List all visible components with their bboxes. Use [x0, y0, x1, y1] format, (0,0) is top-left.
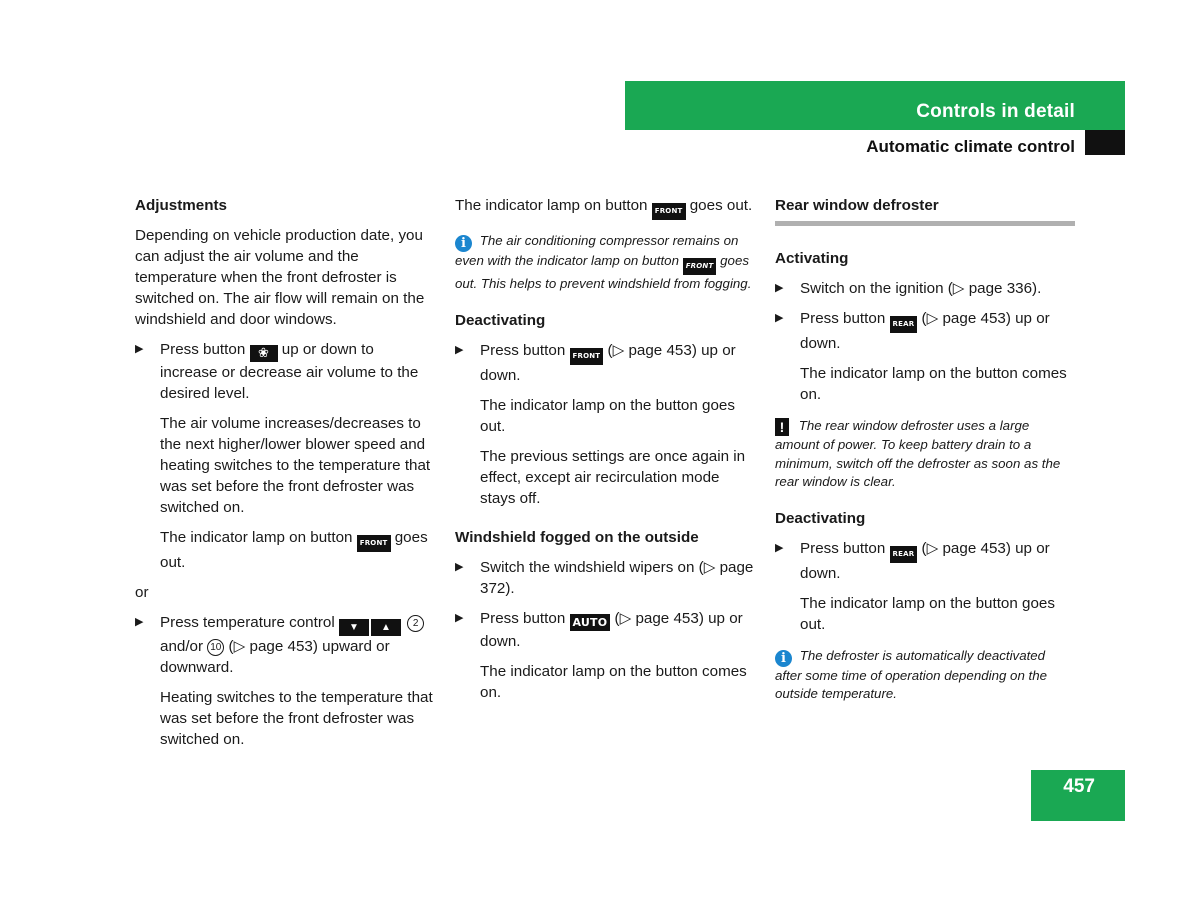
list-item: ▶ Press button REAR (▷ page 453) up or down.: [775, 539, 1050, 582]
info-icon: i: [455, 235, 472, 252]
warning-icon: !: [775, 418, 789, 436]
callout-number: 10: [207, 639, 224, 656]
bullet-arrow-icon: ▶: [775, 312, 784, 324]
list-item: ▶ Press temperature control ▼ ▲ 2 and/or 10 (▷ page 453) upward or downward.: [135, 612, 435, 678]
warning-note: ! The rear window defroster uses a large amount of power. To keep battery drain to a minimum, switch off the defroster as soon as the rear window is clear.: [775, 418, 1061, 490]
front-defroster-icon: FRONT: [683, 258, 717, 275]
section-rule: [775, 221, 1075, 226]
rear-defroster-icon: REAR: [890, 546, 918, 563]
list-item: ▶ Switch the windshield wipers on (▷ page 372).: [455, 558, 754, 597]
auto-button-icon: AUTO: [570, 614, 611, 631]
fan-button-icon: ❀: [250, 345, 278, 362]
bullet-arrow-icon: ▶: [135, 616, 144, 628]
subheader: [625, 130, 1085, 156]
info-note: i The defroster is automatically deactivated after some time of operation depending on the outside temperature.: [775, 647, 1048, 702]
bullet-arrow-icon: ▶: [775, 541, 784, 554]
info-note: i The air conditioning compressor remains on even with the indicator lamp on button FRONT goes out. This helps to prevent windshield from fogging.: [455, 233, 752, 291]
indicator-text: The indicator lamp on button FRONT goes out.: [455, 195, 755, 220]
list-item: ▶ Press button REAR (▷ page 453) up or down.: [775, 310, 1050, 352]
rear-defroster-heading: Rear window defroster: [775, 197, 939, 214]
indicator-text: The indicator lamp on the button goes out.: [480, 396, 735, 435]
or-text: or: [135, 584, 149, 601]
column-2: [455, 195, 755, 712]
windshield-fogged-heading: Windshield fogged on the outside: [455, 528, 699, 546]
header-marker: [1085, 130, 1125, 155]
indicator-text: The indicator lamp on the button comes on.: [800, 365, 1067, 403]
up-arrow-icon: ▲: [371, 619, 401, 636]
rear-defroster-icon: REAR: [890, 316, 918, 333]
adjustments-heading: Adjustments: [135, 197, 227, 214]
bullet-arrow-icon: ▶: [455, 611, 464, 624]
list-item: ▶ Press button AUTO (▷ page 453) up or down.: [455, 609, 743, 650]
heating-text: Heating switches to the temperature that was set before the front defroster was switched on.: [160, 689, 433, 748]
bullet-arrow-icon: ▶: [455, 560, 464, 573]
deactivating-heading: Deactivating: [455, 311, 546, 329]
info-icon: i: [775, 650, 792, 667]
temperature-control-icon: [339, 615, 403, 636]
list-item: ▶ Press button ❀ up or down to increase or decrease air volume to the desired level.: [135, 341, 419, 402]
front-defroster-icon: FRONT: [570, 348, 604, 365]
bullet-arrow-icon: ▶: [775, 282, 784, 294]
section-title: Controls in detail: [916, 101, 1075, 122]
adjustments-intro: Depending on vehicle production date, you can adjust the air volume and the temperature when the front defroster is switched on. The air flow will remain on the windshield and door windows.: [135, 227, 425, 328]
page-number-box: [1031, 770, 1125, 821]
bullet-arrow-icon: ▶: [135, 343, 144, 355]
down-arrow-icon: ▼: [339, 619, 369, 636]
list-item: ▶ Switch on the ignition (▷ page 336).: [775, 280, 1042, 297]
header-bar: [625, 81, 1125, 130]
activating-heading: Activating: [775, 250, 849, 267]
page-number: 457: [1063, 776, 1095, 797]
front-defroster-icon: FRONT: [652, 203, 686, 220]
indicator-text: The indicator lamp on the button goes out.: [800, 594, 1055, 633]
front-defroster-icon: FRONT: [357, 535, 391, 552]
column-1: [135, 195, 435, 759]
subsection-title: Automatic climate control: [866, 137, 1075, 156]
column-3: [775, 195, 1075, 713]
callout-number: 2: [407, 615, 424, 632]
indicator-text: The indicator lamp on button FRONT goes out.: [160, 529, 428, 571]
previous-settings-text: The previous settings are once again in effect, except air recirculation mode stays off.: [480, 447, 746, 507]
bullet-arrow-icon: ▶: [455, 343, 464, 356]
deactivating-heading: Deactivating: [775, 509, 866, 527]
air-volume-text: The air volume increases/decreases to the next higher/lower blower speed and heating switches to the temperature that was set before the front defroster was switched on.: [160, 415, 431, 516]
list-item: ▶ Press button FRONT (▷ page 453) up or down.: [455, 341, 736, 384]
indicator-text: The indicator lamp on the button comes on.: [480, 662, 747, 701]
